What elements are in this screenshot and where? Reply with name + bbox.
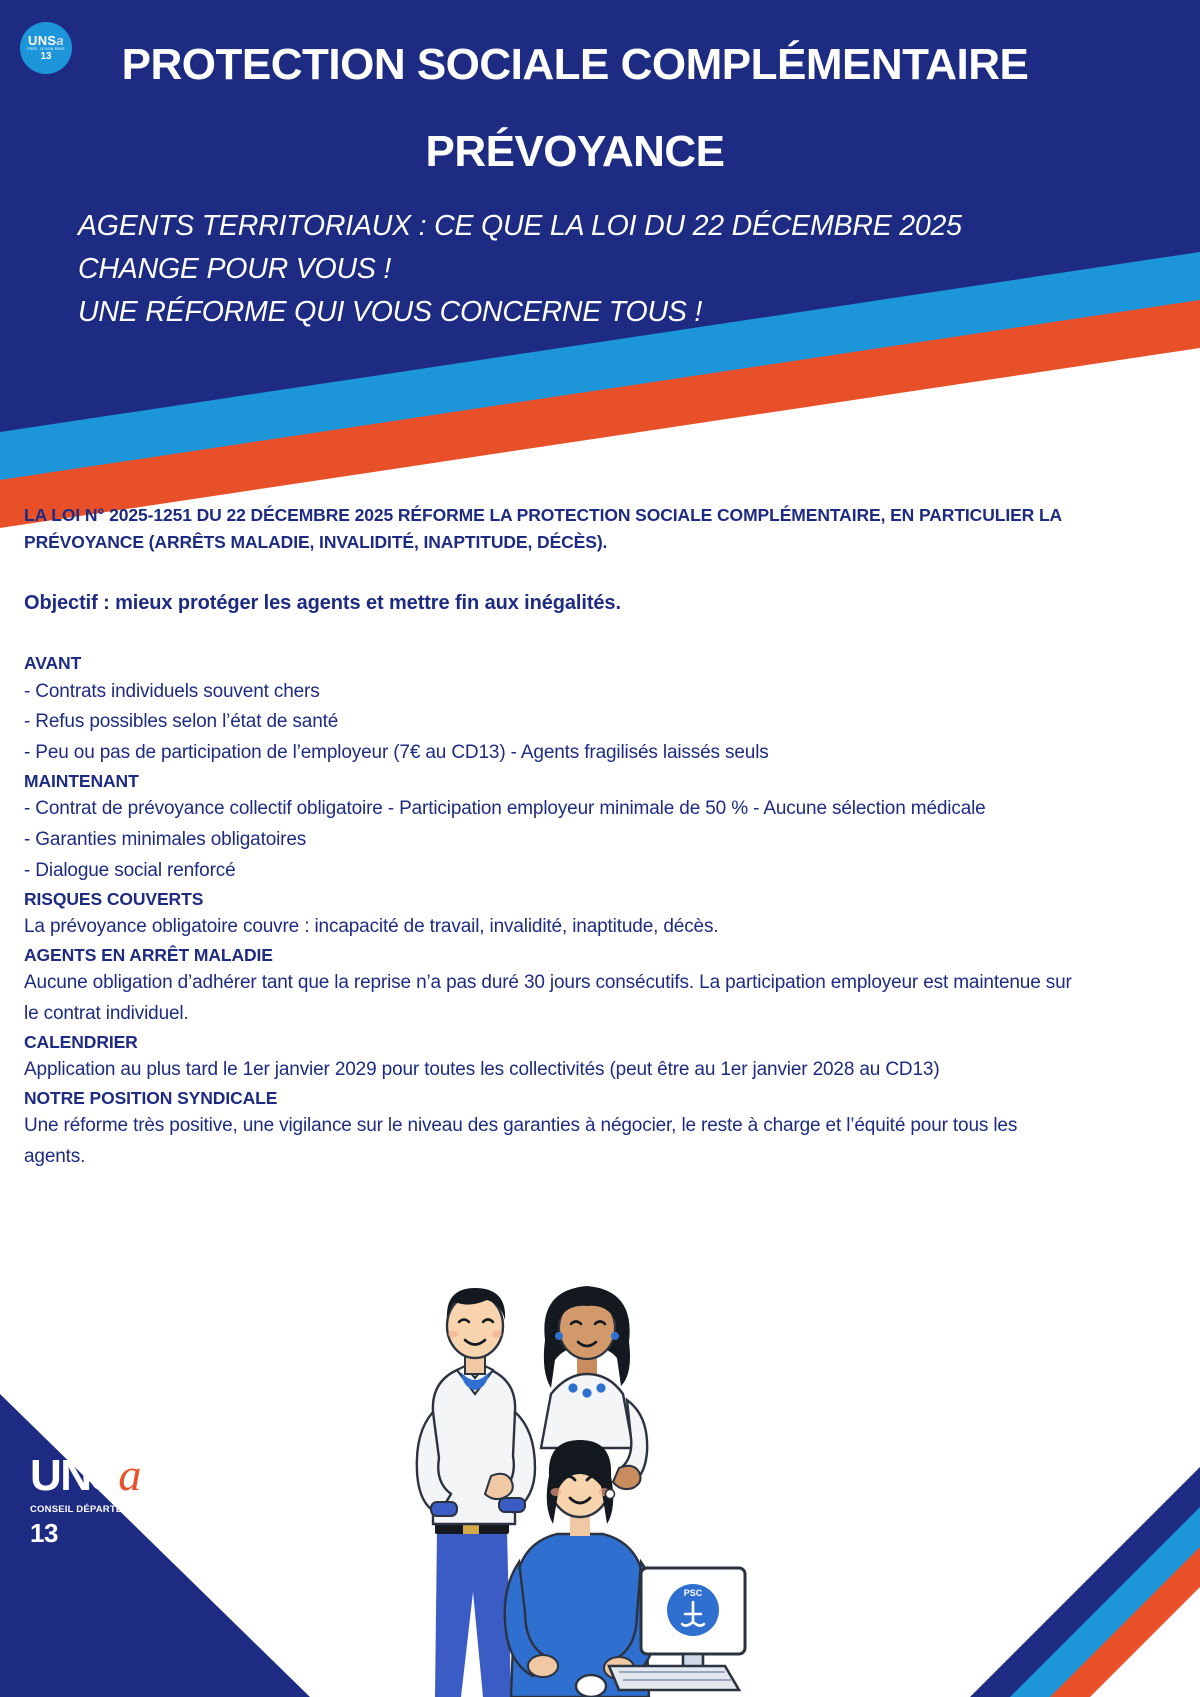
section-line: Une réforme très positive, une vigilance sur le niveau des garanties à négocier, le reste à charge et l’équité pour tous les agents. <box>24 1115 1018 1167</box>
section-heading: AGENTS EN ARRÊT MALADIE <box>24 944 273 965</box>
section-line: - Peu ou pas de participation de l’employeur (7€ au CD13) - Agents fragilisés laissés seuls <box>24 742 769 764</box>
unsa-logo-number: 13 <box>40 51 52 63</box>
page-title <box>70 40 1080 177</box>
section-line: La prévoyance obligatoire couvre : incapacité de travail, invalidité, inaptitude, décès. <box>24 915 719 937</box>
footer-logo-alpha: a <box>118 1449 140 1500</box>
front-woman-earring <box>606 1490 615 1499</box>
title-line-2: PRÉVOYANCE <box>425 126 725 176</box>
footer-logo-subtitle: CONSEIL DÉPARTEMENTAL <box>30 1504 163 1515</box>
section-heading: NOTRE POSITION SYNDICALE <box>24 1087 278 1108</box>
unsa-logo-alpha: a <box>56 32 64 48</box>
front-woman-blush-left <box>551 1488 562 1496</box>
section-line: - Contrats individuels souvent chers <box>24 680 320 702</box>
section-line: - Garanties minimales obligatoires <box>24 829 307 850</box>
page-subtitle <box>78 205 1078 333</box>
intro-paragraph: LA LOI N° 2025-1251 DU 22 DÉCEMBRE 2025 RÉFORME LA PROTECTION SOCIALE COMPLÉMENTAIRE, EN PARTICULIER LA PRÉVOYANCE (ARRÊTS MALADIE, INVALIDITÉ, INAPTITUDE, DÉCÈS). <box>24 505 1062 552</box>
section-line: Aucune obligation d’adhérer tant que la reprise n’a pas duré 30 jours consécutifs. La participation employeur est maintenue sur le contrat individuel. <box>24 972 1072 1024</box>
section-heading: RISQUES COUVERTS <box>24 888 204 909</box>
footer-logo-number: 13 <box>30 1517 58 1548</box>
objectif-paragraph: Objectif : mieux protéger les agents et mettre fin aux inégalités. <box>24 592 621 615</box>
title-line-1: PROTECTION SOCIALE COMPLÉMENTAIRE <box>121 40 1029 89</box>
section-heading: AVANT <box>24 653 82 674</box>
necklace-bead <box>582 1388 591 1397</box>
woman-back-earring-left <box>555 1332 563 1340</box>
unsa-logo-tagline: PRÈS. LE BON SENS <box>27 47 65 52</box>
section-heading: MAINTENANT <box>24 770 139 791</box>
section-line: - Dialogue social renforcé <box>24 859 236 881</box>
subtitle-line: CHANGE POUR VOUS ! <box>78 252 392 285</box>
section-line: - Contrat de prévoyance collectif obligatoire - Participation employeur minimale de 50 % - Aucune sélection médicale <box>24 798 986 820</box>
man-trousers <box>435 1530 511 1697</box>
psc-badge-label: PSC <box>683 1588 703 1598</box>
man-blush-left <box>448 1331 458 1338</box>
footer-logo-mark: UNSa <box>30 1449 140 1500</box>
keyboard <box>609 1666 739 1690</box>
man-right-cuff <box>499 1498 525 1512</box>
woman-back-earring-right <box>611 1332 619 1340</box>
section-heading: CALENDRIER <box>24 1031 138 1052</box>
sections-list <box>24 651 1080 1172</box>
footer-unsa-logo <box>30 1449 163 1548</box>
woman-back-hand <box>613 1466 641 1489</box>
subtitle-line: UNE RÉFORME QUI VOUS CONCERNE TOUS ! <box>78 295 703 328</box>
main-content <box>24 502 1080 1173</box>
necklace-bead <box>568 1383 577 1392</box>
people-illustration <box>395 1262 755 1697</box>
woman-back-top <box>541 1374 633 1448</box>
front-woman-left-hand <box>528 1655 558 1677</box>
section-line: - Refus possibles selon l’état de santé <box>24 711 339 733</box>
unsa-logo-badge <box>20 22 72 74</box>
subtitle-line: AGENTS TERRITORIAUX : CE QUE LA LOI DU 22 DÉCEMBRE 2025 <box>78 210 962 242</box>
man-blush-right <box>492 1331 502 1338</box>
section-line: Application au plus tard le 1er janvier 2029 pour toutes les collectivités (peut être au 1er janvier 2028 au CD13) <box>24 1058 940 1080</box>
necklace-bead <box>596 1383 605 1392</box>
mouse <box>576 1675 606 1697</box>
unsa-logo-mark: UNSa <box>28 32 64 48</box>
man-left-cuff <box>431 1502 457 1516</box>
